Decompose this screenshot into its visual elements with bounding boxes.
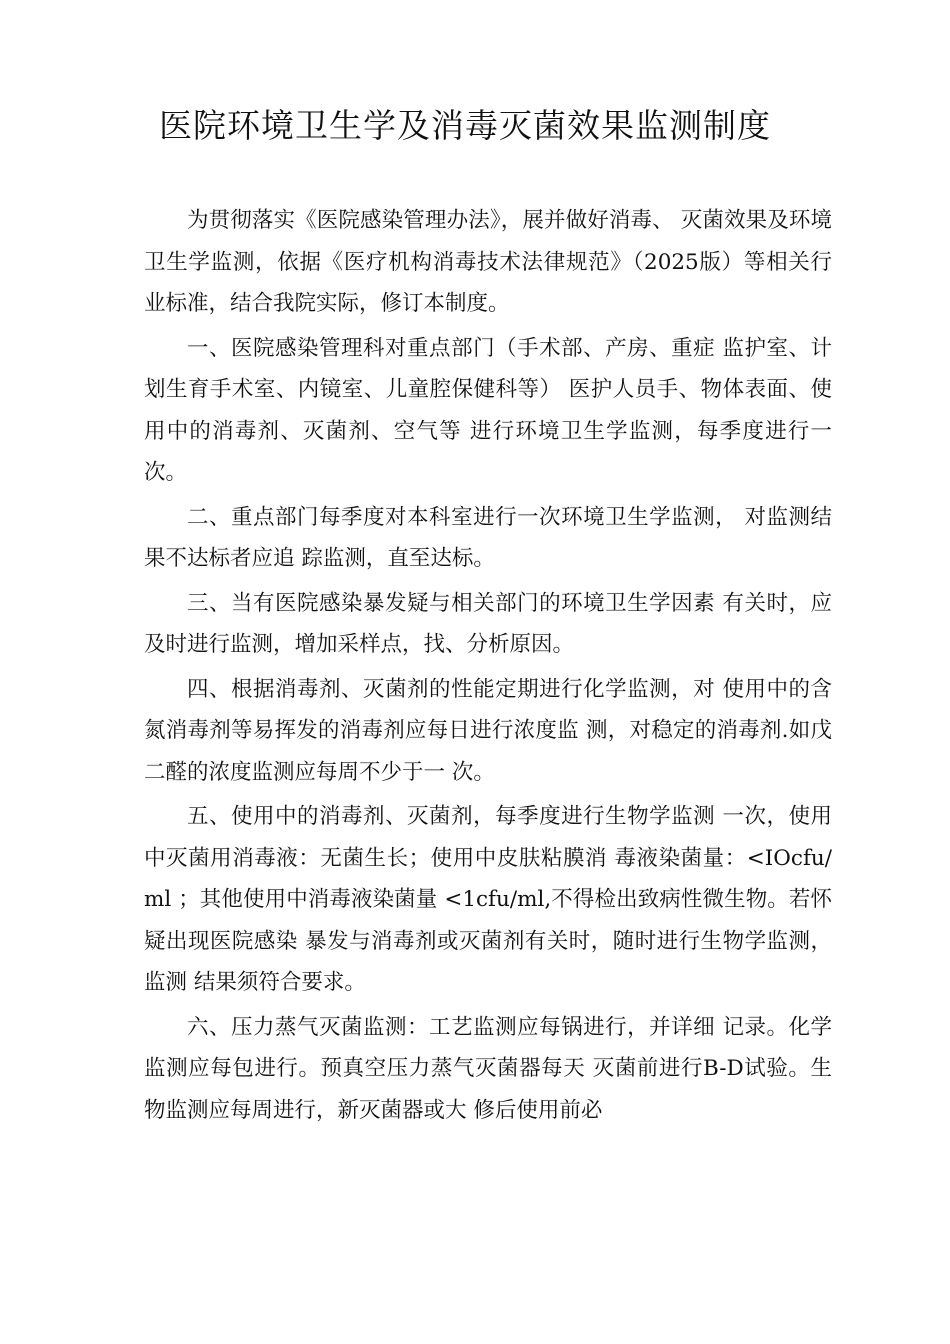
paragraph-item-5: 五、使用中的消毒剂、灭菌剂，每季度进行生物学监测 一次，使用中灭菌用消毒液：无菌生长；使用中皮肤粘膜消 毒液染菌量：<IOcfu/ml ；其他使用中消毒液染菌量 <1cfu/ml,不得检出致病性微生物。若怀疑出现医院感染 暴发与消毒剂或灭菌剂有关时，随时进行生物学监测，监测 结果须符合要求。: [144, 804, 832, 995]
paragraph-item-6: 六、压力蒸气灭菌监测：工艺监测应每锅进行，并详细 记录。化学监测应每包进行。预真空压力蒸气灭菌器每天 灭菌前进行B-D试验。生物监测应每周进行，新灭菌器或大 修后使用前必: [144, 1014, 832, 1123]
document-title: 医院环境卫生学及消毒灭菌效果监测制度: [159, 106, 771, 145]
paragraph-item-4: 四、根据消毒剂、灭菌剂的性能定期进行化学监测，对 使用中的含氮消毒剂等易挥发的消毒剂应每日进行浓度监 测，对稳定的消毒剂.如戊二醛的浓度监测应每周不少于一 次。: [144, 676, 832, 785]
paragraph-intro: 为贯彻落实《医院感染管理办法》，展并做好消毒、 灭菌效果及环境卫生学监测，依据《医疗机构消毒技术法律规范》（2025版）等相关行业标准，结合我院实际，修订本制度。: [144, 208, 832, 316]
paragraph-item-3: 三、当有医院感染暴发疑与相关部门的环境卫生学因素 有关时，应及时进行监测，增加采样点，找、分析原因。: [144, 590, 832, 657]
document-body: [144, 200, 832, 1131]
paragraph-item-1: 一、医院感染管理科对重点部门（手术部、产房、重症 监护室、计划生育手术室、内镜室、儿童腔保健科等） 医护人员手、物体表面、使用中的消毒剂、灭菌剂、空气等 进行环境卫生学监测，每季度进行一次。: [144, 335, 832, 485]
paragraph-item-2: 二、重点部门每季度对本科室进行一次环境卫生学监测， 对监测结果不达标者应追 踪监测，直至达标。: [144, 504, 832, 571]
